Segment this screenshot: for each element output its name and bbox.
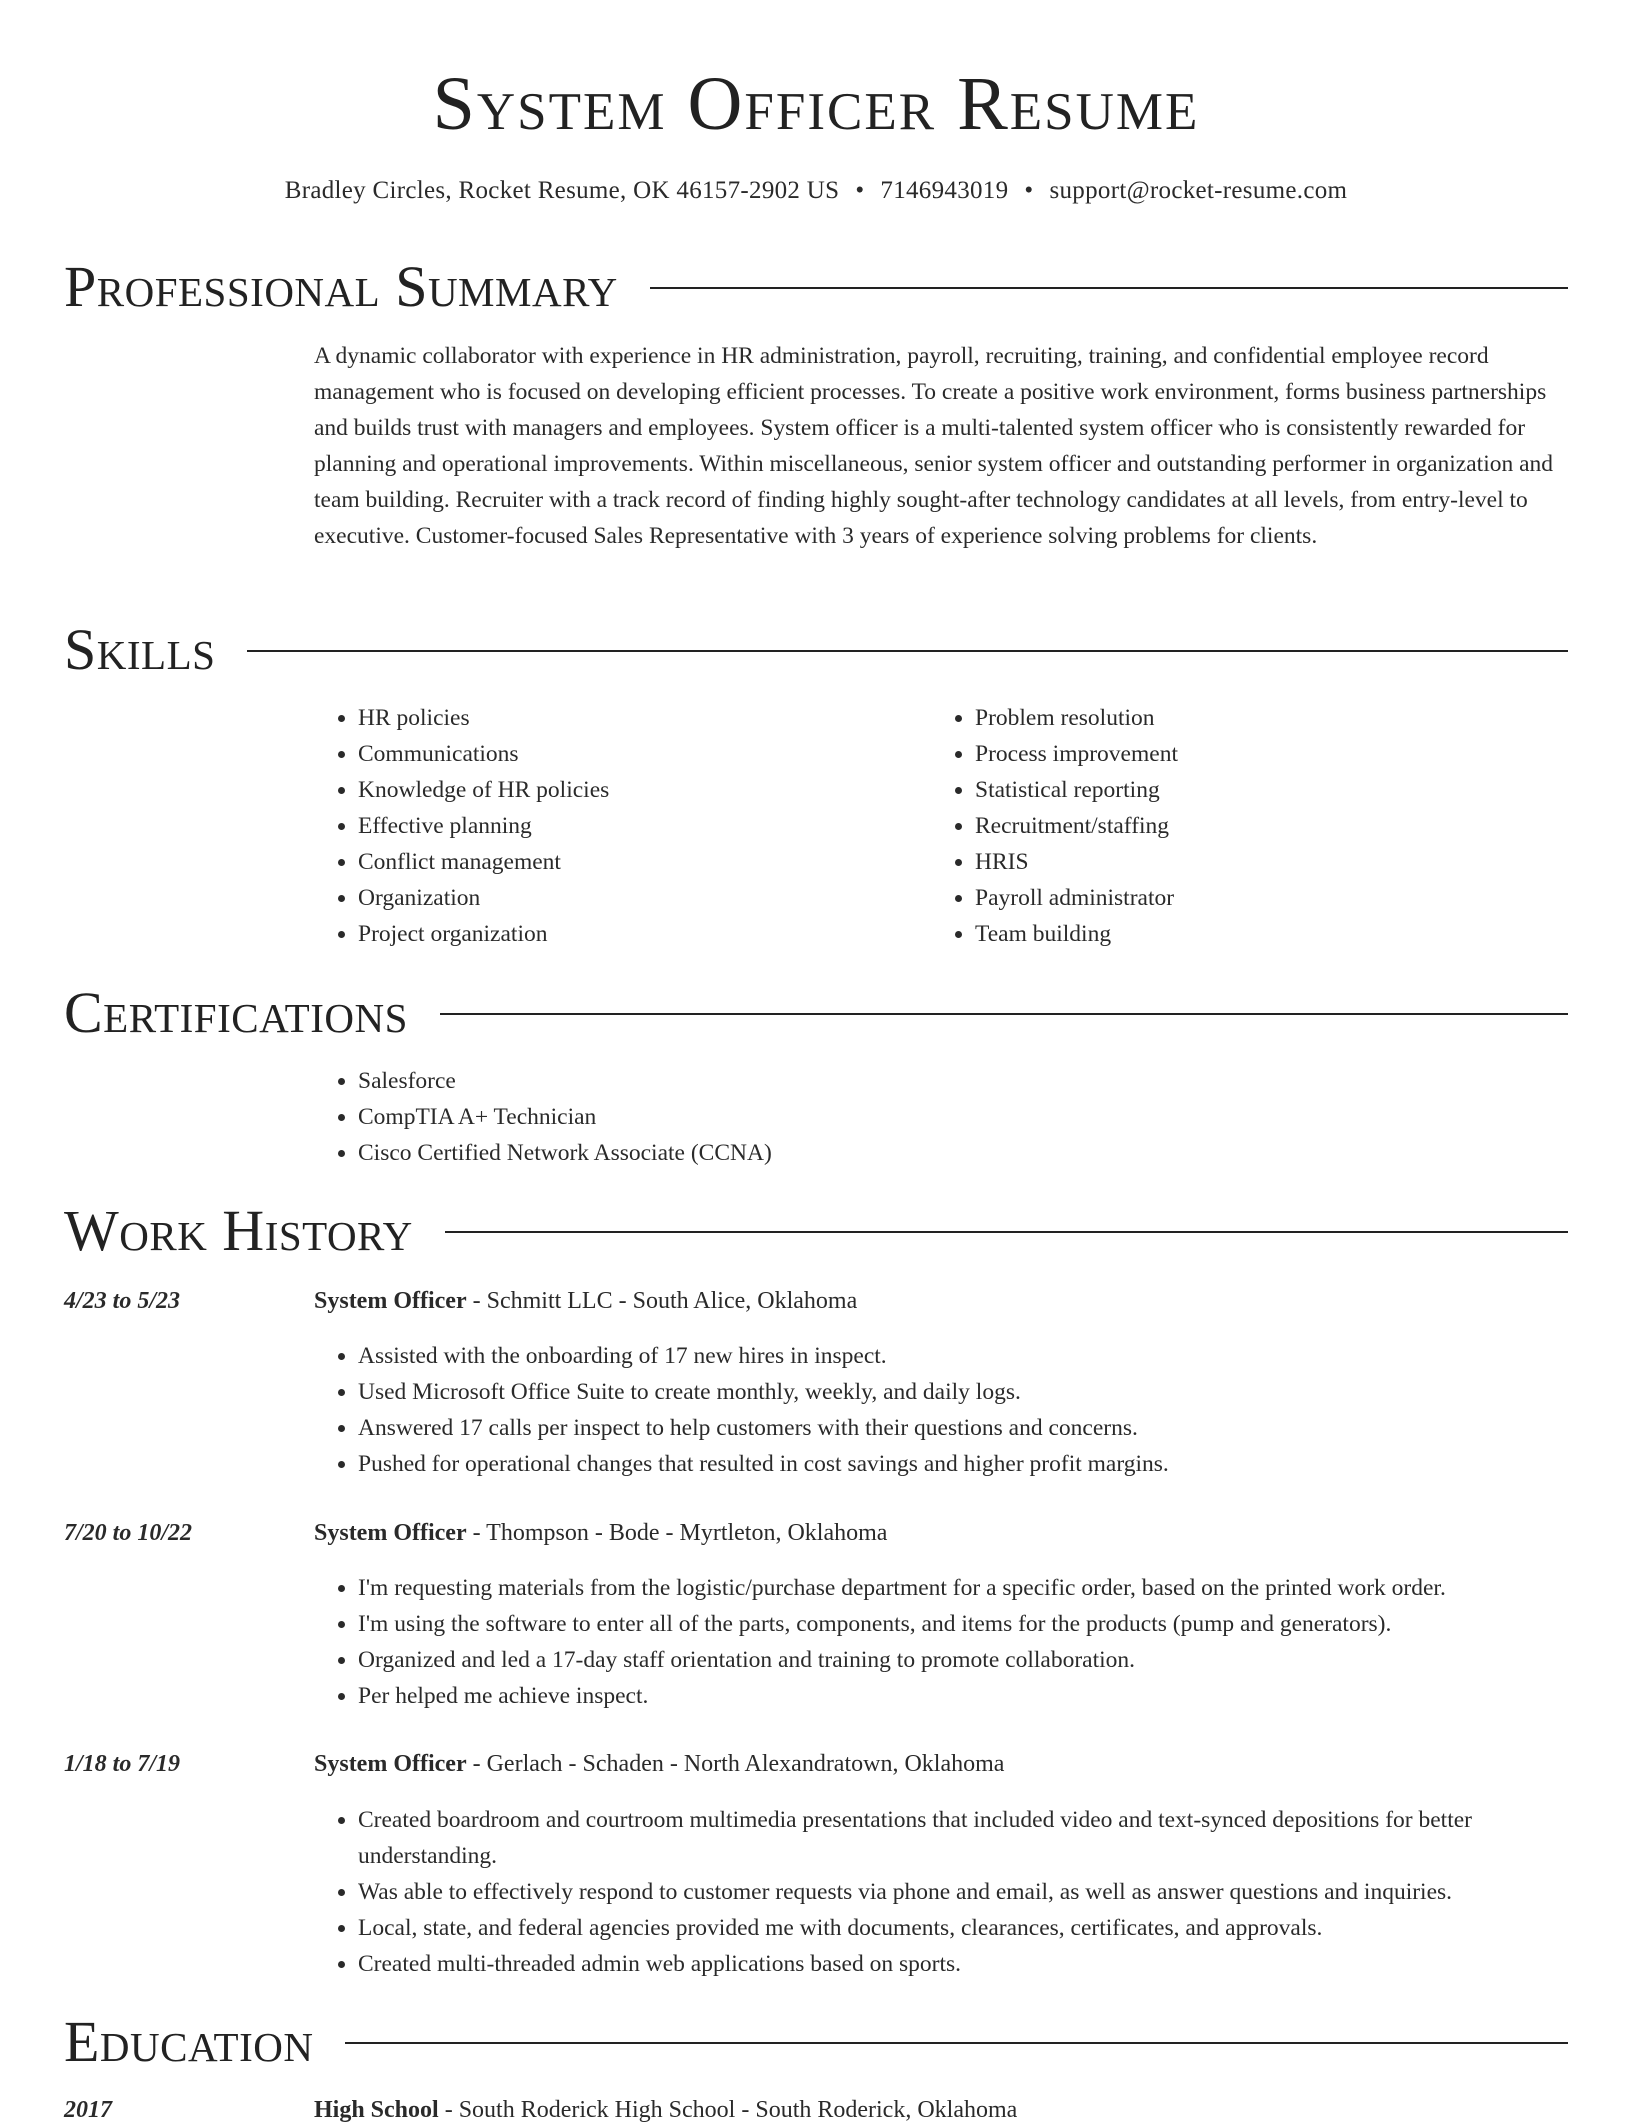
section-skills-header	[64, 616, 1568, 684]
job-duties-list	[314, 1338, 1568, 1482]
job-role: System Officer	[314, 1288, 467, 1314]
section-certifications-header	[64, 979, 1568, 1047]
job-duty: • Used Microsoft Office Suite to create monthly, weekly, and daily logs.	[358, 1374, 1568, 1410]
section-heading-summary: Professional Summary	[64, 254, 618, 319]
job-role: System Officer	[314, 1751, 467, 1777]
job-duty: • Was able to effectively respond to customer requests via phone and email, as well as answer questions and inquiries.	[358, 1874, 1568, 1910]
job-dates: 4/23 to 5/23	[64, 1288, 181, 1314]
job-role: System Officer	[314, 1520, 467, 1546]
job-duty: • I'm using the software to enter all of the parts, components, and items for the products (pump and generators).	[358, 1606, 1568, 1642]
skill-item: • Team building	[975, 916, 1531, 952]
skill-item: • Statistical reporting	[975, 772, 1531, 808]
contact-address: Bradley Circles, Rocket Resume, OK 46157-2902 US	[284, 177, 840, 204]
certification-item: • Cisco Certified Network Associate (CCNA)	[358, 1135, 1568, 1171]
contact-separator: •	[1024, 177, 1034, 204]
section-heading-certifications: Certifications	[64, 980, 408, 1045]
skills-column-left	[314, 700, 914, 952]
section-summary-header	[64, 253, 1568, 321]
skill-item: • Effective planning	[358, 808, 914, 844]
resume-title: System Officer Resume	[432, 62, 1200, 146]
job-dates: 1/18 to 7/19	[64, 1751, 181, 1777]
skill-item: • Knowledge of HR policies	[358, 772, 914, 808]
skill-item: • Organization	[358, 880, 914, 916]
job-duty: • Per helped me achieve inspect.	[358, 1678, 1568, 1714]
job-duty: • Local, state, and federal agencies provided me with documents, clearances, certificates, and approvals.	[358, 1910, 1568, 1946]
education-heading	[314, 2092, 1568, 2128]
skills-column-right	[931, 700, 1531, 952]
job-employer: - Gerlach - Schaden - North Alexandratown, Oklahoma	[466, 1751, 1005, 1777]
certification-item: • Salesforce	[358, 1063, 1568, 1099]
section-divider	[247, 650, 1568, 652]
skill-item: • Recruitment/staffing	[975, 808, 1531, 844]
job-duty: • Assisted with the onboarding of 17 new hires in inspect.	[358, 1338, 1568, 1374]
job-duty: • I'm requesting materials from the logistic/purchase department for a specific order, based on the printed work order.	[358, 1570, 1568, 1606]
job-duties-list	[314, 1802, 1568, 1982]
job-duty: • Organized and led a 17-day staff orientation and training to promote collaboration.	[358, 1642, 1568, 1678]
job-duty: • Created multi-threaded admin web applications based on sports.	[358, 1946, 1568, 1982]
section-divider	[345, 2042, 1568, 2044]
job-employer: - Schmitt LLC - South Alice, Oklahoma	[466, 1288, 858, 1314]
contact-phone: 7146943019	[880, 177, 1009, 204]
skill-item: • Problem resolution	[975, 700, 1531, 736]
section-divider	[650, 287, 1568, 289]
education-school: - South Roderick High School - South Roderick, Oklahoma	[438, 2097, 1018, 2123]
skill-item: • Process improvement	[975, 736, 1531, 772]
job-duty: • Created boardroom and courtroom multimedia presentations that included video and text-synced depositions for better understanding.	[358, 1802, 1568, 1874]
section-heading-work-history: Work History	[64, 1198, 413, 1263]
skill-item: • HRIS	[975, 844, 1531, 880]
contact-line	[0, 174, 1632, 208]
skill-item: • Communications	[358, 736, 914, 772]
contact-email[interactable]: support@rocket-resume.com	[1049, 177, 1348, 204]
job-duty: • Answered 17 calls per inspect to help customers with their questions and concerns.	[358, 1410, 1568, 1446]
job-dates: 7/20 to 10/22	[64, 1520, 193, 1546]
summary-text: A dynamic collaborator with experience in HR administration, payroll, recruiting, training, and confidential employee record management who is focused on developing efficient processes. To create a positive work environment, forms business partnerships and builds trust with managers and employees. System officer is a multi-talented system officer who is consistently rewarded for planning and operational improvements. Within miscellaneous, senior system officer and outstanding performer in organization and team building. Recruiter with a track record of finding highly sought-after technology candidates at all levels, from entry-level to executive. Customer-focused Sales Representative with 3 years of experience solving problems for clients.	[314, 343, 1554, 549]
skill-item: • Payroll administrator	[975, 880, 1531, 916]
section-work-history-header	[64, 1197, 1568, 1265]
certification-item: • CompTIA A+ Technician	[358, 1099, 1568, 1135]
job-duties-list	[314, 1570, 1568, 1714]
skill-item: • HR policies	[358, 700, 914, 736]
section-divider	[445, 1231, 1568, 1233]
job-heading	[314, 1515, 1568, 1551]
job-employer: - Thompson - Bode - Myrtleton, Oklahoma	[466, 1520, 888, 1546]
job-duty: • Pushed for operational changes that resulted in cost savings and higher profit margins.	[358, 1446, 1568, 1482]
section-heading-education: Education	[64, 2009, 314, 2074]
certifications-list	[314, 1063, 1568, 1171]
job-heading	[314, 1283, 1568, 1319]
education-year: 2017	[64, 2097, 112, 2123]
skill-item: • Project organization	[358, 916, 914, 952]
job-heading	[314, 1746, 1568, 1782]
section-heading-skills: Skills	[64, 617, 216, 682]
section-divider	[440, 1013, 1568, 1015]
contact-separator: •	[855, 177, 865, 204]
section-education-header	[64, 2008, 1568, 2076]
education-degree: High School	[314, 2097, 439, 2123]
skill-item: • Conflict management	[358, 844, 914, 880]
